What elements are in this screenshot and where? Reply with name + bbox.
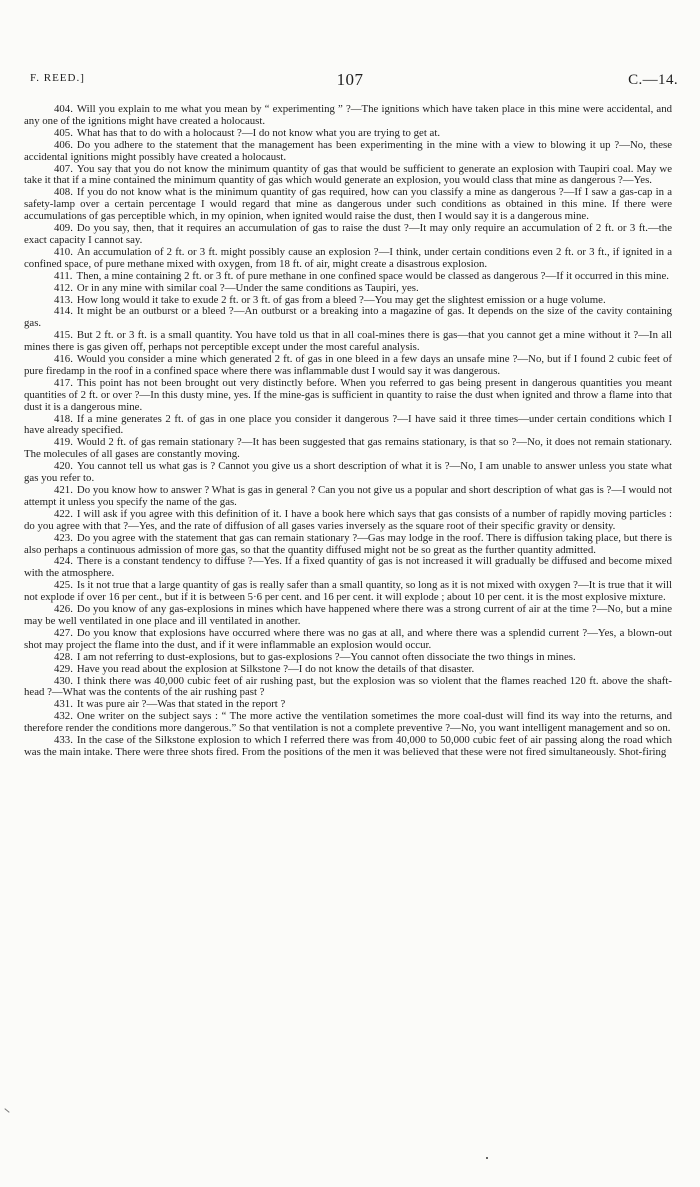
- question-text: If a mine generates 2 ft. of gas in one place you consider it dangerous ?—I have said it three times—under certain conditions which I have already specified.: [24, 412, 672, 437]
- question-number: 408.: [54, 186, 73, 199]
- evidence-text: [24, 104, 672, 759]
- question-text: I am not referring to dust-explosions, but to gas-explosions ?—You cannot often dissociate the two things in mines.: [76, 650, 576, 663]
- question-paragraph: [24, 414, 672, 438]
- question-paragraph: [24, 509, 672, 533]
- question-text: Is it not true that a large quantity of gas is really safer than a small quantity, so long as it is not mixed with oxygen ?—It is true that it will not explode if over 16 per cent., but if it is between 5·6 per cent. and 16 per cent. it will explode ; about 10 per cent. it is the most explosive mixture.: [24, 579, 672, 604]
- question-text: If you do not know what is the minimum quantity of gas required, how can you classify a mine as dangerous ?—If I saw a gas-cap in a safety-lamp over a certain percentage I would regard that mine as dangerous under such conditions as obtained in this mine. If there were accumulations of gas perceptible which, in my opinion, when ignited would raise the dust, then I would say it is a dangerous mine.: [24, 186, 672, 223]
- question-text: In the case of the Silkstone explosion to which I referred there was from 40,000 to 50,000 cubic feet of air passing along the road which was the main intake. There were three shots fired. From the positions of the men it was believed that these were not fired simultaneously. Shot-firing: [24, 734, 672, 758]
- question-paragraph: [24, 223, 672, 247]
- question-paragraph: [24, 187, 672, 223]
- question-text: Or in any mine with similar coal ?—Under the same conditions as Taupiri, yes.: [76, 281, 419, 294]
- question-paragraph: [24, 164, 672, 188]
- question-text: An accumulation of 2 ft. or 3 ft. might possibly cause an explosion ?—I think, under certain conditions even 2 ft. or 3 ft., if ignited in a confined space, of pure methane mixed with oxygen, from 18 ft. of air, might create a disastrous explosion.: [24, 245, 672, 270]
- question-text: Do you know how to answer ? What is gas in general ? Can you not give us a popular and short description of what gas is ?—I would not attempt it unless you specify the name of the gas.: [24, 484, 672, 508]
- question-number: 427.: [54, 626, 73, 639]
- question-paragraph: [24, 556, 672, 580]
- question-number: 413.: [54, 293, 73, 306]
- question-text: I will ask if you agree with this definition of it. I have a book here which says that gas consists of a number of rapidly moving particles : do you agree with that ?—Yes, and the rate of diffusion of all gases varies inversely as the square root of their specific gravity or density.: [24, 507, 672, 532]
- question-number: 428.: [54, 650, 73, 663]
- question-text: One writer on the subject says : “ The more active the ventilation sometimes the more coal-dust will find its way into the returns, and therefore render the conditions more dangerous.” So that ventilation is not a complete preventive ?—No, you want intelligent management and so on.: [24, 710, 672, 735]
- question-paragraph: [24, 437, 672, 461]
- question-text: It might be an outburst or a bleed ?—An outburst or a breaking into a magazine of gas. It depends on the size of the cavity containing gas.: [24, 305, 672, 330]
- question-text: This point has not been brought out very distinctly before. When you referred to gas being present in dangerous quantities you meant quantities of 2 ft. or over ?—In this dusty mine, yes. If the mine-gas is sufficient in quantity to raise the dust when ignited and throw a flame into that dust it is a dangerous mine.: [24, 376, 672, 413]
- question-number: 416.: [54, 353, 73, 366]
- question-number: 425.: [54, 579, 73, 592]
- question-text: Do you know that explosions have occurred where there was no gas at all, and where there was a splendid current ?—Yes, a blown-out shot may project the flame into the dust, and if it were inflammable an explosion would occur.: [24, 626, 672, 651]
- question-paragraph: [24, 676, 672, 700]
- question-paragraph: [24, 140, 672, 164]
- question-paragraph: [24, 735, 672, 759]
- margin-mark: [4, 1108, 9, 1113]
- question-paragraph: [24, 104, 672, 128]
- question-text: But 2 ft. or 3 ft. is a small quantity. You have told us that in all coal-mines there is gas—that you cannot get a mine without it ?—In all mines there is gas given off, perhaps not perceptible except under the most careful analysis.: [24, 329, 672, 354]
- question-text: Do you agree with the statement that gas can remain stationary ?—Gas may lodge in the roof. There is diffusion taking place, but there is also perhaps a continuous admission of more gas, so that the quantity diffused might not be so great as the further quantity admitted.: [24, 531, 672, 556]
- question-paragraph: [24, 580, 672, 604]
- question-text: Will you explain to me what you mean by “ experimenting ” ?—The ignitions which have taken place in this mine were accidental, and any one of the ignitions might have created a holocaust.: [24, 103, 672, 127]
- paper-speck: [486, 1157, 488, 1159]
- question-paragraph: [24, 485, 672, 509]
- question-text: You say that you do not know the minimum quantity of gas that would be sufficient to generate an explosion with Taupiri coal. May we take it that if a mine contained the minimum quantity of gas which would generate an explosion, you would class that mine as dangerous ?—Yes.: [24, 162, 672, 187]
- question-number: 431.: [54, 698, 73, 711]
- question-text: Would you consider a mine which generated 2 ft. of gas in one bleed in a few days an unsafe mine ?—No, but if I found 2 cubic feet of pure firedamp in the roof in a confined space where there was inflammable dust I would say it was dangerous.: [24, 353, 672, 377]
- question-number: 406.: [54, 138, 73, 151]
- question-text: I think there was 40,000 cubic feet of air rushing past, but the explosion was so violent that the flames reached 120 ft. above the shaft-head ?—What was the contents of the air rushing past ?: [24, 674, 672, 699]
- question-number: 432.: [54, 710, 73, 723]
- page-number: 107: [336, 70, 364, 89]
- document-code: C.—14.: [628, 72, 678, 88]
- question-number: 422.: [54, 507, 73, 520]
- question-number: 424.: [54, 555, 73, 568]
- question-number: 411.: [54, 269, 73, 282]
- question-number: 409.: [54, 222, 73, 235]
- question-text: Then, a mine containing 2 ft. or 3 ft. of pure methane in one confined space would be classed as dangerous ?—If it occurred in this mine.: [76, 269, 669, 282]
- question-number: 407.: [54, 162, 73, 175]
- question-number: 417.: [54, 376, 73, 389]
- question-paragraph: [24, 306, 672, 330]
- question-number: 415.: [54, 329, 73, 342]
- question-paragraph: [24, 247, 672, 271]
- question-number: 414.: [54, 305, 73, 318]
- question-text: What has that to do with a holocaust ?—I do not know what you are trying to get at.: [76, 126, 441, 139]
- question-number: 429.: [54, 662, 73, 675]
- question-number: 421.: [54, 484, 73, 496]
- question-text: Would 2 ft. of gas remain stationary ?—It has been suggested that gas remains stationary, is that so ?—No, it does not remain stationary. The molecules of all gases are constantly moving.: [24, 436, 672, 461]
- question-paragraph: [24, 354, 672, 378]
- question-text: Do you adhere to the statement that the management has been experimenting in the mine with a view to blowing it up ?—No, these accidental ignitions might possibly have created a holocaust.: [24, 138, 672, 163]
- question-number: 412.: [54, 281, 73, 294]
- question-number: 419.: [54, 436, 73, 449]
- question-paragraph: [24, 604, 672, 628]
- question-text: How long would it take to exude 2 ft. or 3 ft. of gas from a bleed ?—You may get the slightest emission or a huge volume.: [76, 293, 606, 306]
- question-text: Do you say, then, that it requires an accumulation of gas to raise the dust ?—It may only require an accumulation of 2 ft. or 3 ft.—the exact capacity I cannot say.: [24, 222, 672, 246]
- question-paragraph: [24, 711, 672, 735]
- question-number: 404.: [54, 103, 73, 115]
- question-number: 430.: [54, 674, 73, 687]
- question-number: 410.: [54, 245, 73, 258]
- question-paragraph: [24, 628, 672, 652]
- question-paragraph: [24, 533, 672, 557]
- question-paragraph: [24, 378, 672, 414]
- question-text: It was pure air ?—Was that stated in the report ?: [76, 698, 286, 711]
- question-number: 420.: [54, 460, 73, 473]
- question-number: 433.: [54, 734, 73, 747]
- question-text: Do you know of any gas-explosions in mines which have happened where there was a strong current of air at the time ?—No, but a mine may be well ventilated in one place and ill ventilated in another.: [24, 603, 672, 627]
- question-number: 423.: [54, 531, 73, 544]
- question-text: There is a constant tendency to diffuse ?—Yes. If a fixed quantity of gas is not increased it will gradually be diffused and become mixed with the atmosphere.: [24, 555, 672, 580]
- question-paragraph: [24, 461, 672, 485]
- running-head-witness: F. REED.]: [30, 72, 85, 84]
- question-number: 418.: [54, 412, 73, 425]
- question-number: 426.: [54, 603, 73, 616]
- question-paragraph: [24, 330, 672, 354]
- question-text: Have you read about the explosion at Silkstone ?—I do not know the details of that disaster.: [76, 662, 475, 675]
- question-number: 405.: [54, 126, 73, 139]
- question-text: You cannot tell us what gas is ? Cannot you give us a short description of what it is ?—No, I am unable to answer unless you state what gas you refer to.: [24, 460, 672, 485]
